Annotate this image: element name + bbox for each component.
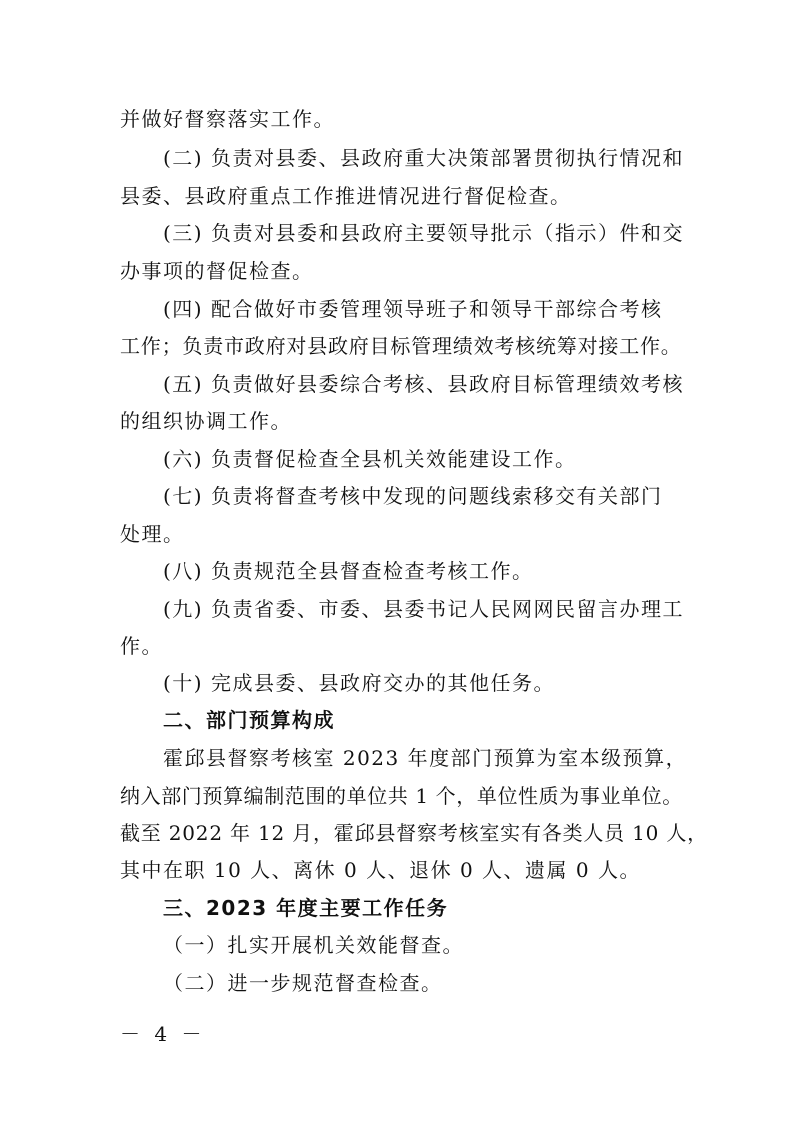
paragraph-line: (九) 负责省委、市委、县委书记人民网网民留言办理工	[163, 597, 684, 621]
paragraph-line: (八) 负责规范全县督查检查考核工作。	[163, 559, 534, 583]
paragraph-line: (六) 负责督促检查全县机关效能建设工作。	[163, 447, 577, 471]
page-number: － 4 －	[120, 1022, 206, 1046]
paragraph-line: （二）进一步规范督查检查。	[163, 971, 443, 995]
section-heading: 二、部门预算构成	[163, 708, 335, 732]
paragraph-line: 其中在职 10 人、离休 0 人、退休 0 人、遗属 0 人。	[120, 858, 641, 882]
paragraph-line: 县委、县政府重点工作推进情况进行督促检查。	[120, 184, 572, 208]
paragraph-line: 处理。	[120, 522, 185, 546]
paragraph-line: (五) 负责做好县委综合考核、县政府目标管理绩效考核	[163, 372, 684, 396]
paragraph-line: (四) 配合做好市委管理领导班子和领导干部综合考核	[163, 297, 663, 321]
paragraph-line: 工作；负责市政府对县政府目标管理绩效考核统筹对接工作。	[120, 334, 682, 358]
paragraph-line: (三) 负责对县委和县政府主要领导批示（指示）件和交	[163, 221, 684, 245]
paragraph-line: 办事项的督促检查。	[120, 259, 314, 283]
paragraph-line: 截至 2022 年 12 月，霍邱县督察考核室实有各类人员 10 人，	[120, 821, 708, 845]
paragraph-line: (十) 完成县委、县政府交办的其他任务。	[163, 671, 555, 695]
section-heading: 三、2023 年度主要工作任务	[163, 896, 449, 920]
paragraph-line: 并做好督察落实工作。	[120, 107, 335, 131]
paragraph-line: 作。	[120, 634, 163, 658]
paragraph-line: 纳入部门预算编制范围的单位共 1 个，单位性质为事业单位。	[120, 784, 683, 808]
paragraph-line: (七) 负责将督查考核中发现的问题线索移交有关部门	[163, 484, 663, 508]
paragraph-line: 霍邱县督察考核室 2023 年度部门预算为室本级预算，	[163, 746, 688, 770]
paragraph-line: (二) 负责对县委、县政府重大决策部署贯彻执行情况和	[163, 146, 684, 170]
paragraph-line: （一）扎实开展机关效能督查。	[163, 933, 464, 957]
paragraph-line: 的组织协调工作。	[120, 409, 292, 433]
